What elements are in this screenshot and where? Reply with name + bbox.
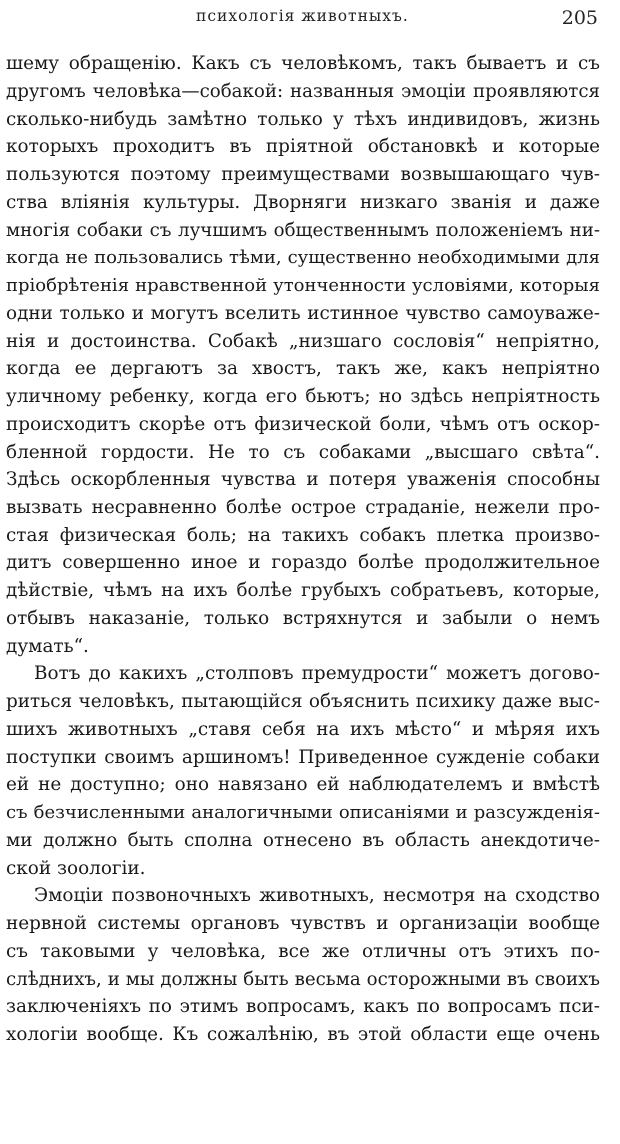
- text-line: дѣйствіе, чѣмъ на ихъ болѣе грубыхъ собратьевъ, которые,: [6, 580, 600, 601]
- text-line: хологіи вообще. Къ сожалѣнію, въ этой области еще очень: [6, 1024, 600, 1045]
- text-line: когда ее дергаютъ за хвостъ, такъ же, какъ непріятно: [6, 358, 600, 379]
- text-line: ей не доступно; оно навязано ей наблюдателемъ и вмѣстѣ: [6, 774, 600, 795]
- text-line: многія собаки съ лучшимъ общественнымъ положеніемъ ни-: [6, 220, 600, 241]
- text-line: заключеніяхъ по этимъ вопросамъ, какъ по вопросамъ пси-: [6, 996, 600, 1017]
- text-line: дитъ совершенно иное и гораздо болѣе продолжительное: [6, 552, 600, 573]
- text-line: ми должно быть сполна отнесено въ область анекдотиче-: [6, 830, 600, 851]
- text-line: которыхъ проходитъ въ пріятной обстановкѣ и которые: [6, 136, 600, 157]
- paragraph-end-line: думать“.: [6, 636, 89, 657]
- text-line: другомъ человѣка—собакой: названныя эмоціи проявляются: [6, 81, 600, 102]
- text-line: отбывъ наказаніе, только встряхнутся и забыли о немъ: [6, 608, 600, 629]
- text-line: шихъ животныхъ „ставя себя на ихъ мѣсто“ и мѣряя ихъ: [6, 719, 600, 740]
- text-line: поступки своимъ аршиномъ! Приведенное сужденіе собаки: [6, 747, 600, 768]
- paragraph-start-line: Эмоціи позвоночныхъ животныхъ, несмотря на сходство: [34, 885, 600, 906]
- text-line: слѣднихъ, и мы должны быть весьма осторожными въ своихъ: [6, 969, 600, 990]
- text-line: съ безчисленными аналогичными описаніями и разсужденія-: [6, 802, 600, 823]
- text-line: съ таковыми у человѣка, все же отличны отъ этихъ по-: [6, 941, 600, 962]
- running-head: психологія животныхъ.: [196, 7, 409, 25]
- text-line: происходитъ скорѣе отъ физической боли, чѣмъ отъ оскор-: [6, 414, 600, 435]
- text-line: стая физическая боль; на такихъ собакъ плетка произво-: [6, 525, 600, 546]
- page-number: 205: [561, 7, 598, 29]
- text-line: пріобрѣтенія нравственной утонченности условіями, которыя: [6, 275, 600, 296]
- text-line: когда не пользовались тѣми, существенно необходимыми для: [6, 247, 600, 268]
- text-line: одни только и могутъ вселить истинное чувство самоуваже-: [6, 303, 600, 324]
- text-line: нервной системы органовъ чувствъ и организаціи вообще: [6, 913, 600, 934]
- text-line: уличному ребенку, когда его бьютъ; но здѣсь непріятность: [6, 386, 600, 407]
- text-line: риться человѣкъ, пытающійся объяснить психику даже выс-: [6, 691, 600, 712]
- text-line: ства вліянія культуры. Дворняги низкаго званія и даже: [6, 192, 600, 213]
- paragraph-end-line: ской зоологіи.: [6, 858, 146, 879]
- text-line: сколько-нибудь замѣтно только у тѣхъ индивидовъ, жизнь: [6, 109, 600, 130]
- paragraph-start-line: Вотъ до какихъ „столповъ премудрости“ можетъ догово-: [34, 663, 600, 684]
- text-line: нія и достоинства. Собакѣ „низшаго сословія“ непріятно,: [6, 331, 600, 352]
- text-line: бленной гордости. Не то съ собаками „высшаго свѣта“.: [6, 442, 600, 463]
- text-line: пользуются поэтому преимуществами возвышающаго чув-: [6, 164, 600, 185]
- page-header: [0, 7, 620, 33]
- text-line: шему обращенію. Какъ съ человѣкомъ, такъ бываетъ и съ: [6, 53, 600, 74]
- text-line: вызвать несравненно болѣе острое страданіе, нежели про-: [6, 497, 600, 518]
- text-line: Здѣсь оскорбленныя чувства и потеря уваженія способны: [6, 469, 600, 490]
